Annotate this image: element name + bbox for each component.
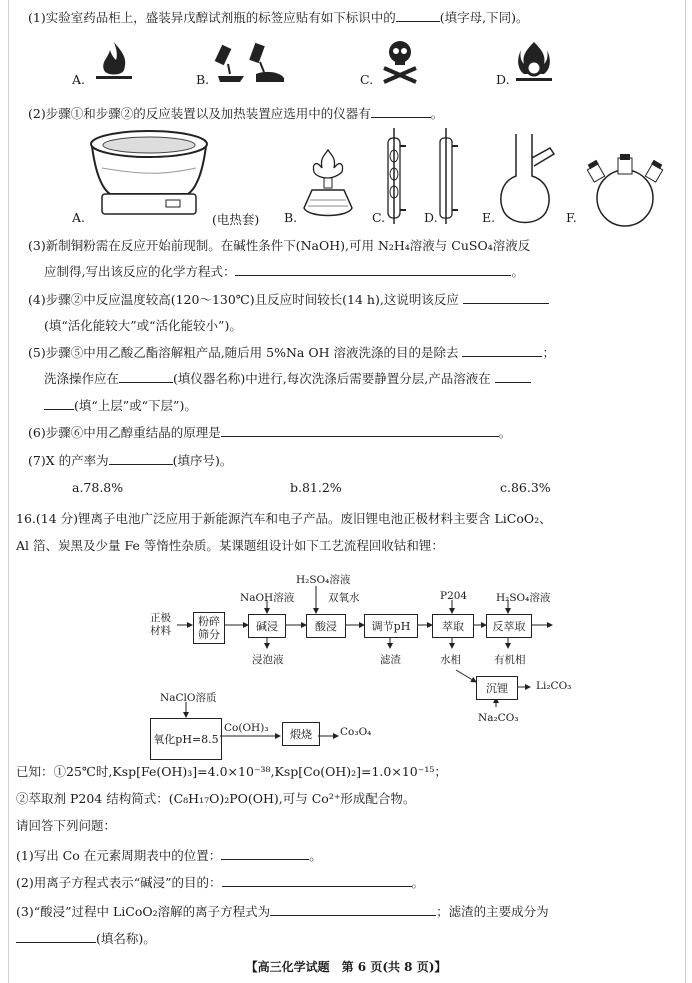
- q5-text: (5)步骤⑤中用乙酸乙酯溶解粗产品,随后用 5%Na OH 溶液洗涤的目的是除去: [28, 345, 459, 360]
- flow-input-naclo: NaClO溶质: [160, 692, 217, 704]
- q5-line2b: (填仪器名称)中进行,每次洗涤后需要静置分层,产品溶液在: [173, 371, 491, 386]
- q5-answer-blank-1[interactable]: [462, 344, 542, 357]
- oxidizer-icon: [514, 40, 554, 84]
- flow-box-back-extract: [486, 614, 532, 638]
- question-prompt: 请回答下列问题：: [16, 818, 117, 833]
- q5-line1: [28, 343, 555, 361]
- q6-line: [28, 423, 511, 441]
- flow-box-extract-label: 萃取: [442, 619, 464, 633]
- flow-box-crush-label: 粉碎 筛分: [198, 615, 220, 641]
- q7-line: [28, 451, 232, 469]
- three-neck-flask-icon: [582, 152, 668, 228]
- corrosive-icon: [210, 40, 290, 84]
- flow-box-li-precipitate-label: 沉锂: [486, 681, 508, 695]
- s2-line: [16, 873, 424, 891]
- s3-line1-suffix: ；滤渣的主要成分为: [436, 904, 549, 919]
- q5-line2a: 洗涤操作应在: [44, 371, 120, 386]
- q6-suffix: 。: [498, 425, 512, 440]
- q4-answer-blank[interactable]: [463, 291, 549, 304]
- flow-input-h2so4-2: H₂SO₄溶液: [496, 592, 551, 604]
- q2-option-f[interactable]: F.: [566, 210, 577, 225]
- flow-input-na2co3: Na₂CO₃: [478, 712, 519, 724]
- s3-text: (3)“酸浸”过程中 LiCoO₂溶解的离子方程式为: [16, 904, 271, 919]
- flow-input-p204: P204: [440, 590, 468, 602]
- s1-suffix: 。: [309, 848, 322, 863]
- flow-output-organic: 有机相: [494, 654, 526, 666]
- q1-suffix: (填字母,下同)。: [439, 10, 529, 25]
- q6-text: (6)步骤⑥中用乙醇重结晶的原理是: [28, 425, 221, 440]
- q2-option-e[interactable]: E.: [482, 210, 496, 225]
- flow-box-oxidize: [150, 718, 222, 760]
- alcohol-lamp-icon: [300, 146, 356, 226]
- q2-text: (2)步骤①和步骤②的反应装置以及加热装置应选用中的仪器有: [28, 106, 371, 121]
- q1-option-b[interactable]: B.: [196, 72, 210, 87]
- q7-choice-b[interactable]: b.81.2%: [290, 480, 342, 495]
- s1-answer-blank[interactable]: [221, 847, 309, 860]
- flow-output-li2co3: Li₂CO₃: [536, 680, 572, 692]
- page-footer: 【高三化学试题 第 6 页(共 8 页)】: [245, 960, 447, 974]
- flow-start-label: 正极 材料: [150, 612, 171, 637]
- s2-text: (2)用离子方程式表示“碱浸”的目的：: [16, 875, 222, 890]
- s2-answer-blank[interactable]: [222, 874, 412, 887]
- flow-output-co3o4: Co₃O₄: [340, 726, 372, 738]
- q16-line1: 16.(14 分)锂离子电池广泛应用于新能源汽车和电子产品。废旧锂电池正极材料主要含 LiCoO₂、: [16, 511, 552, 526]
- q3-line2: [44, 262, 524, 280]
- q3-line1: (3)新制铜粉需在反应开始前现制。在碱性条件下(NaOH),可用 N₂H₄溶液与 CuSO₄溶液反: [28, 238, 531, 253]
- s1-line: [16, 846, 322, 864]
- q5-line1-suffix: ；: [542, 345, 555, 360]
- q2-answer-blank[interactable]: [371, 105, 431, 118]
- q3-answer-blank[interactable]: [235, 263, 511, 276]
- q4-line2: (填“活化能较大”或“活化能较小”)。: [44, 318, 242, 333]
- q6-answer-blank[interactable]: [221, 424, 499, 437]
- flow-box-adjust-ph: [364, 614, 418, 638]
- q3-line2-text: 应制得,写出该反应的化学方程式：: [44, 264, 236, 279]
- flow-output-leachate: 浸泡液: [252, 654, 284, 666]
- s2-suffix: 。: [411, 875, 425, 890]
- flow-output-residue: 滤渣: [380, 654, 401, 666]
- q7-text: (7)X 的产率为: [28, 453, 109, 468]
- flow-box-li-precipitate: [476, 676, 518, 700]
- q1-text: (1)实验室药品柜上，盛装异戊醇试剂瓶的标签应贴有如下标识中的: [28, 10, 396, 25]
- flow-box-alkali-leach-label: 碱浸: [256, 619, 278, 633]
- toxic-skull-icon: [378, 38, 422, 84]
- q7-choice-c[interactable]: c.86.3%: [500, 480, 551, 495]
- q1-line: [28, 8, 528, 26]
- round-flask-icon: [494, 130, 560, 226]
- flow-input-h2so4: H₂SO₄溶液: [296, 574, 351, 586]
- straight-condenser-icon: [432, 126, 460, 226]
- flow-box-acid-leach: [306, 614, 346, 638]
- s3-answer-blank-1[interactable]: [270, 903, 436, 916]
- q1-option-c[interactable]: C.: [360, 72, 374, 87]
- q5-answer-blank-2[interactable]: [119, 370, 173, 383]
- s3-line1: [16, 902, 549, 920]
- q5-line3: [44, 396, 197, 414]
- q5-line2: [44, 369, 531, 387]
- q4-text: (4)步骤②中反应温度较高(120～130℃)且反应时间较长(14 h),这说明该反应: [28, 292, 459, 307]
- q5-answer-blank-3b[interactable]: [44, 397, 74, 410]
- s3-line2-text: (填名称)。: [96, 931, 156, 946]
- flow-box-alkali-leach: [248, 614, 286, 638]
- q2-line: [28, 104, 443, 122]
- q16-line2: Al 箔、炭黑及少量 Fe 等惰性杂质。某课题组设计如下工艺流程回收钴和锂：: [16, 538, 444, 553]
- q5-line3-text: (填“上层”或“下层”)。: [74, 398, 197, 413]
- q1-option-d[interactable]: D.: [496, 72, 510, 87]
- flow-box-crush: [193, 612, 225, 644]
- flow-box-calcine-label: 煅烧: [290, 727, 312, 741]
- s1-text: (1)写出 Co 在元素周期表中的位置：: [16, 848, 222, 863]
- q2-option-b[interactable]: B.: [284, 210, 298, 225]
- flow-box-adjust-ph-label: 调节pH: [371, 619, 411, 633]
- flow-box-oxidize-label: 氧化pH=8.5: [153, 732, 219, 746]
- q7-answer-blank[interactable]: [109, 452, 173, 465]
- heating-mantle-icon: [88, 128, 210, 224]
- flow-output-aqueous: 水相: [440, 654, 461, 666]
- flow-input-h2o2: 双氧水: [328, 592, 360, 604]
- bulb-condenser-icon: [380, 126, 408, 226]
- flow-box-acid-leach-label: 酸浸: [315, 619, 337, 633]
- q4-line1: [28, 290, 549, 308]
- flow-input-cooh3: Co(OH)₃: [224, 722, 269, 734]
- q2-suffix: 。: [430, 106, 444, 121]
- q2-option-a-caption: (电热套): [212, 212, 260, 227]
- q5-answer-blank-3a[interactable]: [495, 370, 531, 383]
- flow-box-extract: [432, 614, 474, 638]
- q2-option-c[interactable]: C.: [372, 210, 386, 225]
- flow-box-back-extract-label: 反萃取: [492, 619, 526, 633]
- flammable-icon: [92, 38, 136, 82]
- flow-arrow-naclo: [183, 702, 189, 718]
- s3-line2: [16, 929, 156, 947]
- known-2: ②萃取剂 P204 结构简式：(C₈H₁₇O)₂PO(OH),可与 Co²⁺形成配合物。: [16, 791, 416, 806]
- s3-answer-blank-2[interactable]: [16, 930, 96, 943]
- flow-input-naoh: NaOH溶液: [240, 592, 295, 604]
- q2-option-a[interactable]: A.: [72, 210, 86, 225]
- q1-option-a[interactable]: A.: [72, 72, 86, 87]
- q1-answer-blank[interactable]: [396, 9, 440, 22]
- q7-choice-a[interactable]: a.78.8%: [72, 480, 124, 495]
- q2-option-d[interactable]: D.: [424, 210, 438, 225]
- q7-suffix: (填序号)。: [172, 453, 233, 468]
- known-1: 已知：①25℃时,Ksp[Fe(OH)₃]=4.0×10⁻³⁸,Ksp[Co(OH)₂]=1.0×10⁻¹⁵；: [16, 764, 447, 779]
- q3-suffix: 。: [511, 264, 524, 279]
